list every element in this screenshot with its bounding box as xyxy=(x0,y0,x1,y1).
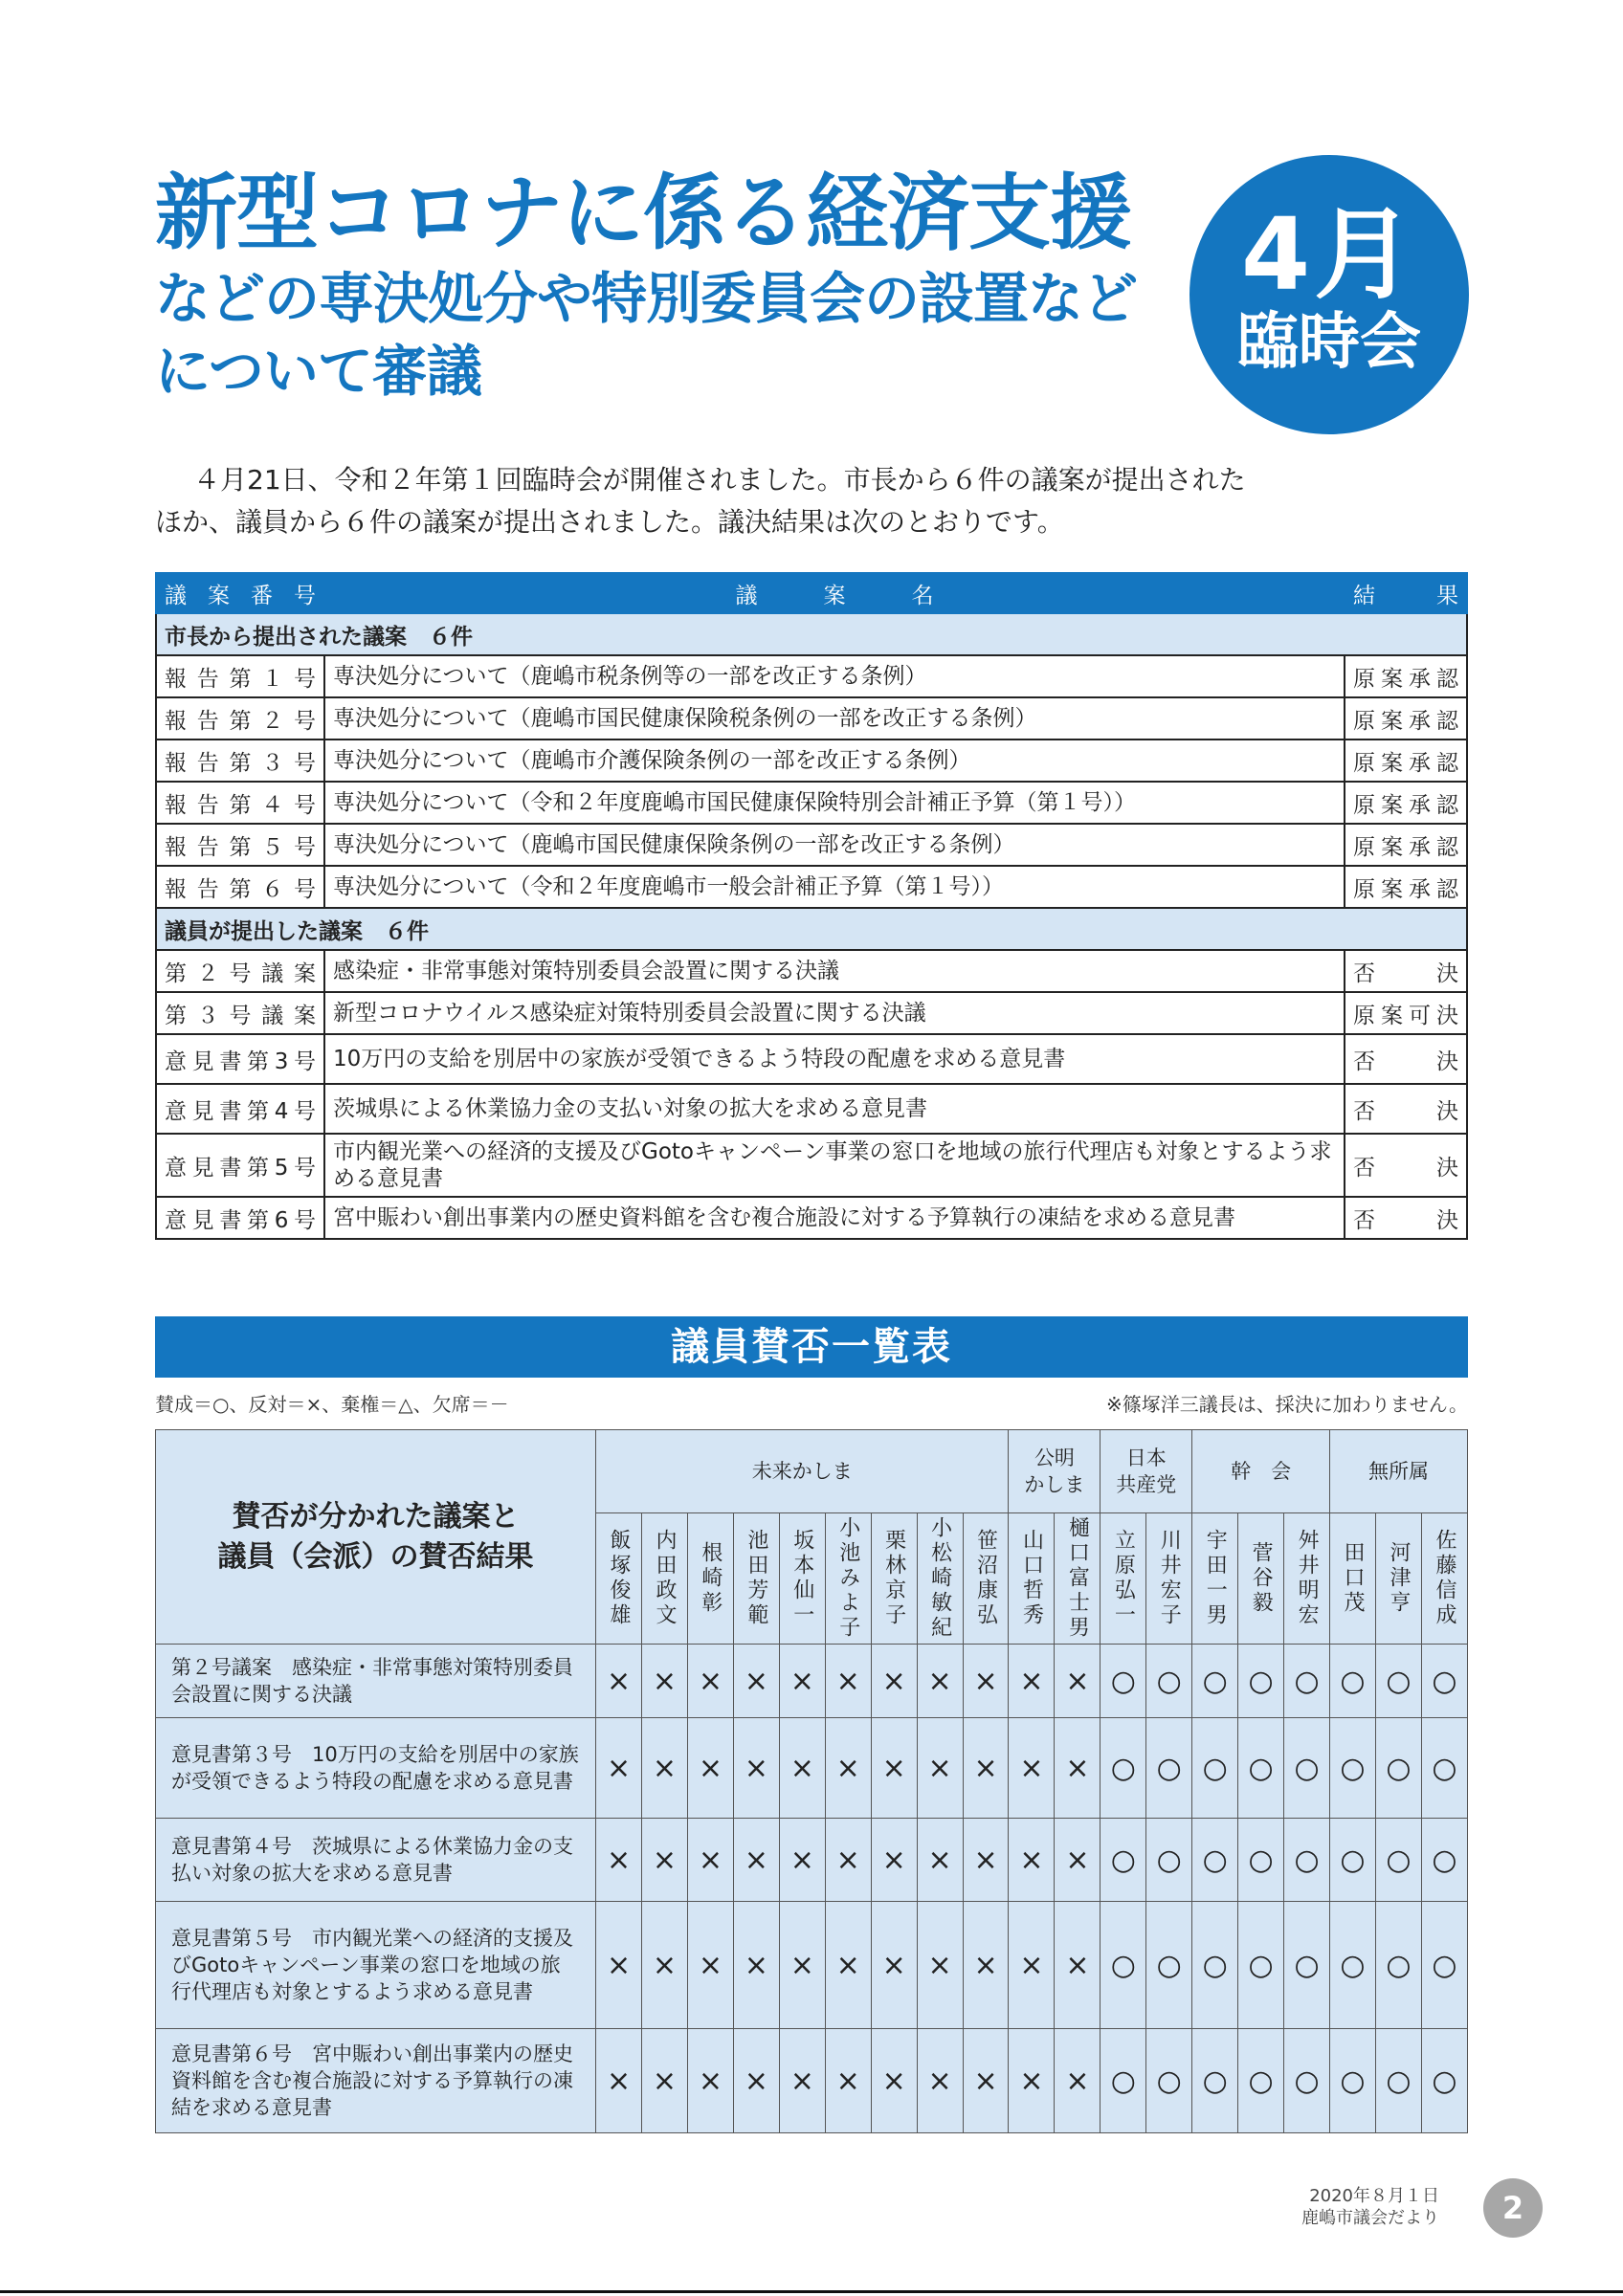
vote-bill-label: 意見書第４号 茨城県による休業協力金の支払い対象の拡大を求める意見書 xyxy=(156,1819,596,1902)
bill-name: 専決処分について（令和２年度鹿嶋市国民健康保険特別会計補正予算（第１号）） xyxy=(324,782,1345,824)
member-name: 坂本仙一 xyxy=(779,1513,825,1645)
member-name: 菅谷毅 xyxy=(1238,1513,1284,1645)
vote-mark: × xyxy=(963,1902,1009,2029)
vote-mark: × xyxy=(779,1819,825,1902)
faction-header-row xyxy=(156,1430,1468,1513)
bill-result: 否決 xyxy=(1345,1134,1467,1197)
member-name: 笹沼康弘 xyxy=(963,1513,1009,1645)
bill-result: 否決 xyxy=(1345,1034,1467,1084)
vote-mark: × xyxy=(596,1902,642,2029)
vote-mark: ○ xyxy=(1101,2029,1146,2133)
vote-mark: ○ xyxy=(1146,1718,1192,1819)
vote-mark: × xyxy=(825,1819,871,1902)
vote-mark: ○ xyxy=(1421,2029,1467,2133)
vote-mark: ○ xyxy=(1421,1718,1467,1819)
title-line-3: について審議 xyxy=(155,339,481,404)
badge-month: 4月 xyxy=(1240,196,1418,313)
bill-row xyxy=(156,655,1467,697)
bill-result: 原案可決 xyxy=(1345,992,1467,1034)
bill-number: 報告第６号 xyxy=(156,866,324,908)
vote-mark: × xyxy=(641,1645,687,1718)
vote-mark: × xyxy=(596,1718,642,1819)
vote-mark: × xyxy=(779,1645,825,1718)
bill-result: 否決 xyxy=(1345,950,1467,992)
vote-mark: ○ xyxy=(1238,1902,1284,2029)
badge-session: 臨時会 xyxy=(1237,307,1421,378)
vote-mark: × xyxy=(733,1819,779,1902)
bill-number: 報告第１号 xyxy=(156,655,324,697)
vote-mark: ○ xyxy=(1101,1645,1146,1718)
vote-mark: × xyxy=(687,1819,733,1902)
vote-row xyxy=(156,1902,1468,2029)
vote-mark: × xyxy=(779,1718,825,1819)
vote-mark: ○ xyxy=(1192,1645,1238,1718)
vote-mark: ○ xyxy=(1192,1819,1238,1902)
bills-section-row xyxy=(156,908,1467,950)
bill-number: 報告第４号 xyxy=(156,782,324,824)
member-name: 宇田一男 xyxy=(1192,1513,1238,1645)
vote-mark: ○ xyxy=(1330,1645,1376,1718)
votes-legend: 賛成＝○、反対＝×、棄権＝△、欠席＝－ xyxy=(155,1393,509,1416)
bill-name: 専決処分について（鹿嶋市国民健康保険条例の一部を改正する条例） xyxy=(324,824,1345,866)
vote-mark: × xyxy=(733,1902,779,2029)
vote-mark: × xyxy=(596,2029,642,2133)
vote-mark: × xyxy=(963,1819,1009,1902)
vote-mark: × xyxy=(733,2029,779,2133)
bill-name: 10万円の支給を別居中の家族が受領できるよう特段の配慮を求める意見書 xyxy=(324,1034,1345,1084)
bill-row xyxy=(156,1197,1467,1239)
vote-mark: × xyxy=(825,1718,871,1819)
vote-mark: × xyxy=(1009,2029,1055,2133)
vote-mark: ○ xyxy=(1284,1819,1330,1902)
bill-result: 否決 xyxy=(1345,1084,1467,1134)
bill-number: 意見書第6号 xyxy=(156,1197,324,1239)
vote-mark: × xyxy=(779,1902,825,2029)
bill-result: 原案承認 xyxy=(1345,655,1467,697)
member-name: 池田芳範 xyxy=(733,1513,779,1645)
bill-name: 専決処分について（鹿嶋市国民健康保険税条例の一部を改正する条例） xyxy=(324,697,1345,740)
vote-mark: × xyxy=(1055,1819,1101,1902)
vote-mark: × xyxy=(1009,1645,1055,1718)
bill-name: 専決処分について（令和２年度鹿嶋市一般会計補正予算（第１号）） xyxy=(324,866,1345,908)
vote-mark: ○ xyxy=(1284,1718,1330,1819)
vote-mark: ○ xyxy=(1330,1718,1376,1819)
intro-paragraph-2: ほか、議員から６件の議案が提出されました。議決結果は次のとおりです。 xyxy=(155,506,1064,538)
member-name: 飯塚俊雄 xyxy=(596,1513,642,1645)
header-bill-name: 議 案 名 xyxy=(324,573,1345,613)
vote-mark: ○ xyxy=(1238,1718,1284,1819)
bill-name: 新型コロナウイルス感染症対策特別委員会設置に関する決議 xyxy=(324,992,1345,1034)
vote-mark: × xyxy=(917,2029,963,2133)
title-line-2: などの専決処分や特別委員会の設置など xyxy=(155,266,1138,331)
footer-date: 2020年８月１日 xyxy=(1309,2186,1439,2206)
votes-section-title: 議員賛否一覧表 xyxy=(155,1316,1468,1378)
vote-mark: × xyxy=(871,1718,917,1819)
vote-mark: × xyxy=(1009,1718,1055,1819)
bill-number: 第２号議案 xyxy=(156,950,324,992)
vote-mark: ○ xyxy=(1146,1819,1192,1902)
section-label: 市長から提出された議案 ６件 xyxy=(156,613,1467,655)
bills-table xyxy=(155,572,1468,1240)
member-name: 内田政文 xyxy=(641,1513,687,1645)
vote-mark: ○ xyxy=(1146,2029,1192,2133)
member-name: 根崎彰 xyxy=(687,1513,733,1645)
vote-mark: × xyxy=(596,1645,642,1718)
member-name: 川井宏子 xyxy=(1146,1513,1192,1645)
vote-mark: ○ xyxy=(1284,2029,1330,2133)
vote-mark: ○ xyxy=(1101,1902,1146,2029)
corner-line-2: 議員（会派）の賛否結果 xyxy=(217,1539,534,1574)
vote-mark: ○ xyxy=(1375,1645,1421,1718)
member-name: 佐藤信成 xyxy=(1421,1513,1467,1645)
vote-mark: × xyxy=(871,2029,917,2133)
bills-section-row xyxy=(156,613,1467,655)
bill-number: 第３号議案 xyxy=(156,992,324,1034)
vote-mark: × xyxy=(733,1645,779,1718)
corner-line-1: 賛否が分かれた議案と xyxy=(232,1499,520,1534)
vote-mark: × xyxy=(596,1819,642,1902)
bill-row xyxy=(156,1034,1467,1084)
bottom-rule xyxy=(0,2290,1623,2293)
vote-row xyxy=(156,1819,1468,1902)
bill-number: 意見書第4号 xyxy=(156,1084,324,1134)
member-name: 山口哲秀 xyxy=(1009,1513,1055,1645)
votes-corner-label xyxy=(156,1430,596,1645)
vote-mark: × xyxy=(1009,1902,1055,2029)
vote-mark: ○ xyxy=(1421,1645,1467,1718)
vote-mark: ○ xyxy=(1101,1819,1146,1902)
bill-result: 原案承認 xyxy=(1345,824,1467,866)
vote-mark: × xyxy=(641,1718,687,1819)
votes-note: ※篠塚洋三議長は、採決に加わりません。 xyxy=(1106,1393,1468,1416)
bill-result: 原案承認 xyxy=(1345,740,1467,782)
vote-mark: × xyxy=(1055,2029,1101,2133)
bill-row xyxy=(156,1084,1467,1134)
bill-number: 報告第２号 xyxy=(156,697,324,740)
member-name: 河津亨 xyxy=(1375,1513,1421,1645)
vote-mark: ○ xyxy=(1375,2029,1421,2133)
vote-mark: × xyxy=(871,1645,917,1718)
member-name: 小松崎敏紀 xyxy=(917,1513,963,1645)
bill-result: 原案承認 xyxy=(1345,782,1467,824)
bill-row xyxy=(156,950,1467,992)
intro-text xyxy=(155,459,1390,543)
member-name: 舛井明宏 xyxy=(1284,1513,1330,1645)
vote-mark: × xyxy=(917,1902,963,2029)
page-number: 2 xyxy=(1483,2178,1543,2238)
bill-number: 報告第３号 xyxy=(156,740,324,782)
vote-bill-label: 意見書第６号 宮中賑わい創出事業内の歴史資料館を含む複合施設に対する予算執行の凍結を求める意見書 xyxy=(156,2029,596,2133)
bill-name: 宮中賑わい創出事業内の歴史資料館を含む複合施設に対する予算執行の凍結を求める意見書 xyxy=(324,1197,1345,1239)
vote-mark: × xyxy=(917,1819,963,1902)
vote-mark: × xyxy=(917,1718,963,1819)
page-title xyxy=(155,165,1169,408)
vote-bill-label: 意見書第３号 10万円の支給を別居中の家族が受領できるよう特段の配慮を求める意見書 xyxy=(156,1718,596,1819)
bill-row xyxy=(156,1134,1467,1197)
bill-number: 報告第５号 xyxy=(156,824,324,866)
vote-bill-label: 第２号議案 感染症・非常事態対策特別委員会設置に関する決議 xyxy=(156,1645,596,1718)
vote-mark: ○ xyxy=(1146,1645,1192,1718)
vote-mark: × xyxy=(1055,1902,1101,2029)
vote-mark: ○ xyxy=(1330,1819,1376,1902)
header-bill-number: 議案番号 xyxy=(156,573,324,613)
vote-mark: × xyxy=(1009,1819,1055,1902)
bill-result: 否決 xyxy=(1345,1197,1467,1239)
faction-header: 幹 会 xyxy=(1192,1430,1330,1513)
vote-row xyxy=(156,2029,1468,2133)
vote-mark: ○ xyxy=(1330,2029,1376,2133)
vote-mark: ○ xyxy=(1101,1718,1146,1819)
vote-mark: × xyxy=(871,1819,917,1902)
bill-name: 専決処分について（鹿嶋市税条例等の一部を改正する条例） xyxy=(324,655,1345,697)
vote-mark: × xyxy=(641,1902,687,2029)
section-label: 議員が提出した議案 ６件 xyxy=(156,908,1467,950)
bill-result: 原案承認 xyxy=(1345,697,1467,740)
vote-mark: ○ xyxy=(1421,1902,1467,2029)
bills-header-row xyxy=(156,573,1467,613)
member-name: 樋口富士男 xyxy=(1055,1513,1101,1645)
vote-mark: ○ xyxy=(1238,1819,1284,1902)
header-result: 結果 xyxy=(1345,573,1467,613)
bill-name: 専決処分について（鹿嶋市介護保険条例の一部を改正する条例） xyxy=(324,740,1345,782)
member-name: 栗林京子 xyxy=(871,1513,917,1645)
bill-row xyxy=(156,992,1467,1034)
bill-name: 感染症・非常事態対策特別委員会設置に関する決議 xyxy=(324,950,1345,992)
vote-mark: × xyxy=(1055,1645,1101,1718)
votes-table xyxy=(155,1429,1468,2133)
bill-row xyxy=(156,866,1467,908)
title-line-1: 新型コロナに係る経済支援 xyxy=(155,166,1131,261)
faction-header: 未来かしま xyxy=(596,1430,1009,1513)
member-name: 田口茂 xyxy=(1330,1513,1376,1645)
vote-row xyxy=(156,1645,1468,1718)
vote-mark: × xyxy=(687,1902,733,2029)
vote-mark: × xyxy=(825,1902,871,2029)
vote-mark: ○ xyxy=(1238,1645,1284,1718)
vote-mark: × xyxy=(1055,1718,1101,1819)
vote-mark: × xyxy=(687,1718,733,1819)
bill-row xyxy=(156,824,1467,866)
footer-publication: 鹿嶋市議会だより xyxy=(1301,2208,1439,2228)
vote-bill-label: 意見書第５号 市内観光業への経済的支援及びGotoキャンペーン事業の窓口を地域の旅行代理店も対象とするよう求める意見書 xyxy=(156,1902,596,2029)
vote-mark: ○ xyxy=(1421,1819,1467,1902)
vote-mark: ○ xyxy=(1192,1718,1238,1819)
vote-mark: × xyxy=(641,1819,687,1902)
vote-mark: × xyxy=(917,1645,963,1718)
vote-mark: ○ xyxy=(1284,1902,1330,2029)
vote-mark: × xyxy=(963,1718,1009,1819)
vote-mark: × xyxy=(687,2029,733,2133)
vote-mark: × xyxy=(733,1718,779,1819)
vote-mark: ○ xyxy=(1375,1819,1421,1902)
vote-mark: ○ xyxy=(1192,2029,1238,2133)
member-name: 小池みよ子 xyxy=(825,1513,871,1645)
bill-name: 茨城県による休業協力金の支払い対象の拡大を求める意見書 xyxy=(324,1084,1345,1134)
vote-mark: × xyxy=(963,1645,1009,1718)
vote-mark: ○ xyxy=(1284,1645,1330,1718)
session-badge xyxy=(1189,155,1469,434)
bill-row xyxy=(156,697,1467,740)
bill-row xyxy=(156,782,1467,824)
member-name: 立原弘一 xyxy=(1101,1513,1146,1645)
vote-row xyxy=(156,1718,1468,1819)
faction-header: 無所属 xyxy=(1330,1430,1468,1513)
vote-mark: × xyxy=(779,2029,825,2133)
vote-mark: × xyxy=(641,2029,687,2133)
vote-mark: × xyxy=(825,1645,871,1718)
vote-mark: ○ xyxy=(1330,1902,1376,2029)
vote-mark: ○ xyxy=(1375,1902,1421,2029)
bill-number: 意見書第3号 xyxy=(156,1034,324,1084)
vote-mark: ○ xyxy=(1375,1718,1421,1819)
vote-mark: ○ xyxy=(1238,2029,1284,2133)
faction-header: 日本 共産党 xyxy=(1101,1430,1192,1513)
intro-paragraph-1: ４月21日、令和２年第１回臨時会が開催されました。市長から６件の議案が提出された xyxy=(193,464,1246,496)
vote-mark: ○ xyxy=(1146,1902,1192,2029)
bill-row xyxy=(156,740,1467,782)
vote-mark: × xyxy=(963,2029,1009,2133)
bill-result: 原案承認 xyxy=(1345,866,1467,908)
bill-number: 意見書第5号 xyxy=(156,1134,324,1197)
footer xyxy=(1267,2185,1439,2229)
bill-name: 市内観光業への経済的支援及びGotoキャンペーン事業の窓口を地域の旅行代理店も対象とするよう求める意見書 xyxy=(324,1134,1345,1197)
faction-header: 公明 かしま xyxy=(1009,1430,1101,1513)
vote-mark: ○ xyxy=(1192,1902,1238,2029)
vote-mark: × xyxy=(825,2029,871,2133)
vote-mark: × xyxy=(687,1645,733,1718)
vote-mark: × xyxy=(871,1902,917,2029)
